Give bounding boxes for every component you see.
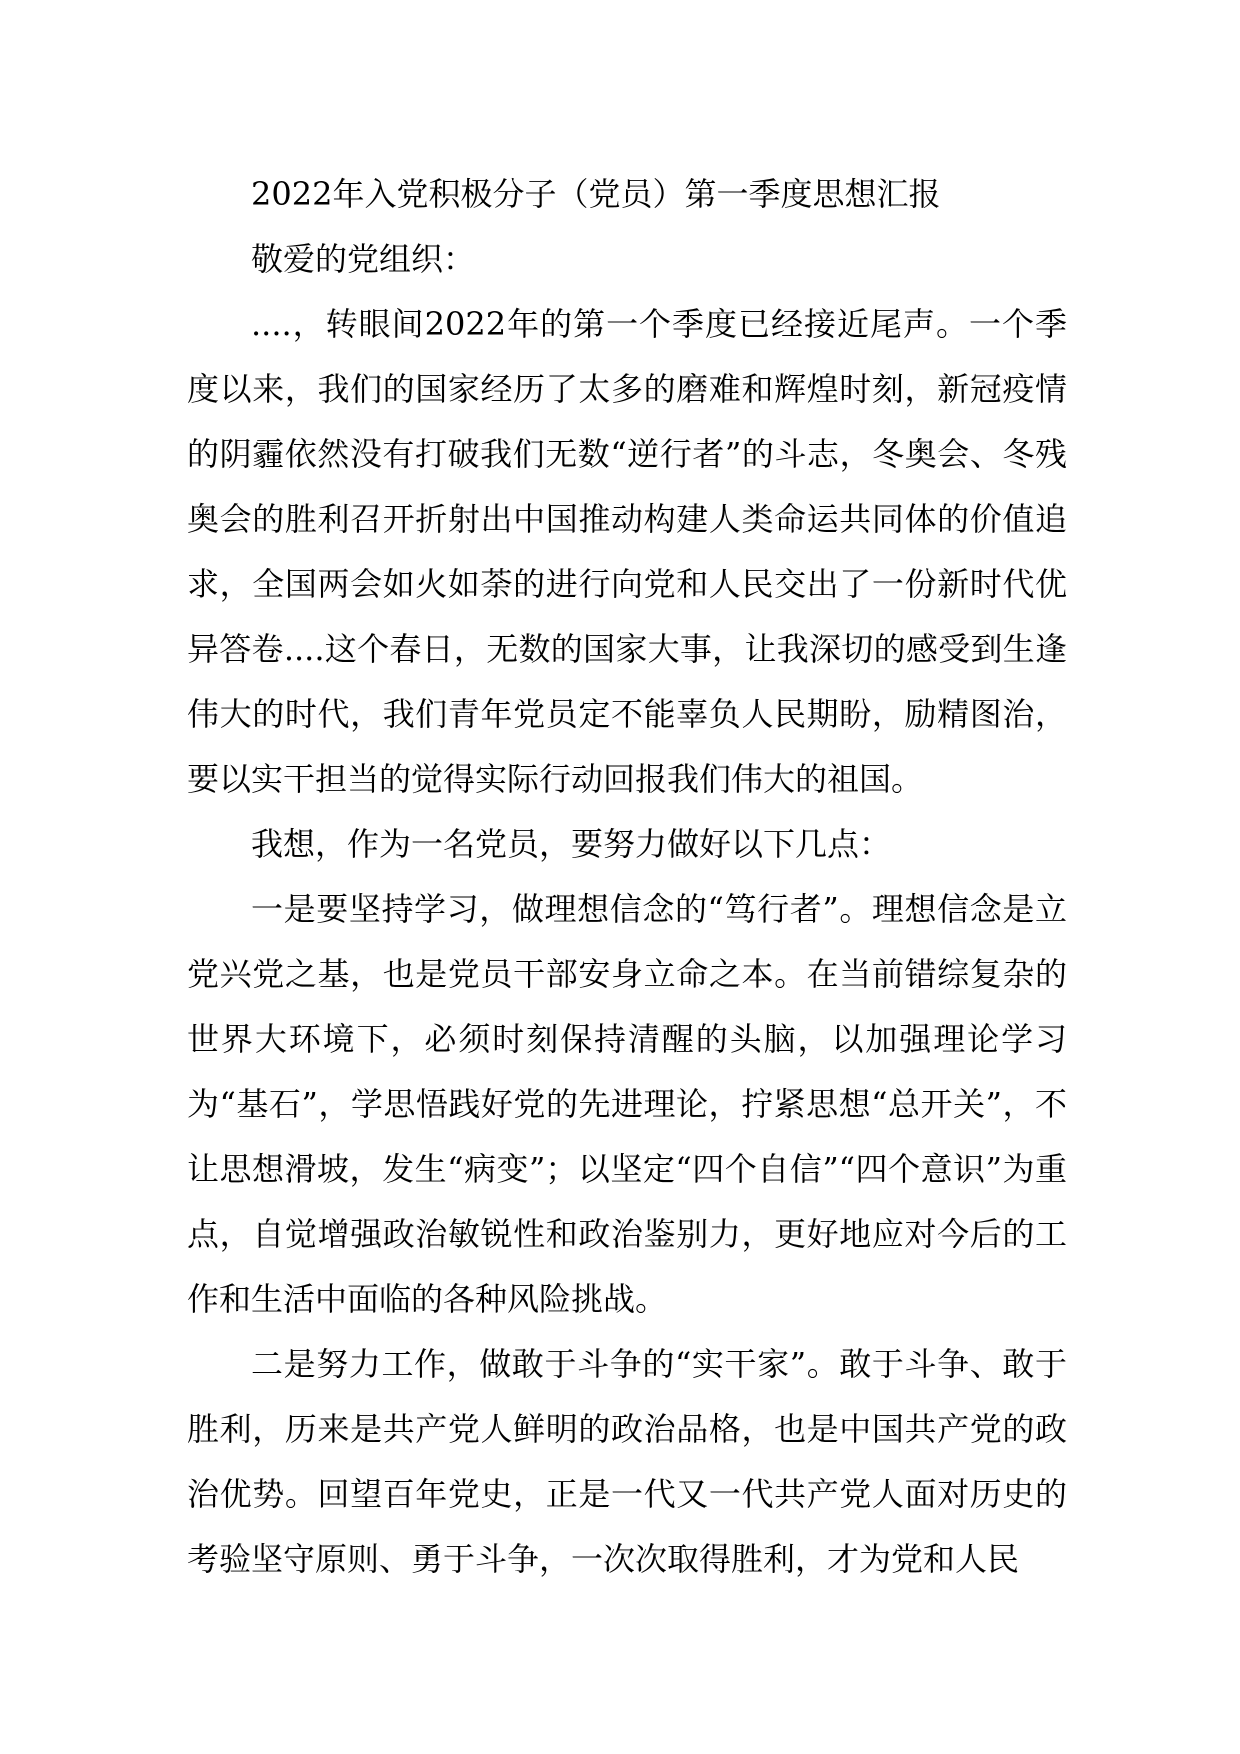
paragraph-intro: ....，转眼间2022年的第一个季度已经接近尾声。一个季度以来，我们的国家经历了太多的磨难和辉煌时刻，新冠疫情的阴霾依然没有打破我们无数“逆行者”的斗志，冬奥会、冬残奥会的胜利召开折射出中国推动构建人类命运共同体的价值追求，全国两会如火如荼的进行向党和人民交出了一份新时代优异答卷....这个春日，无数的国家大事，让我深切的感受到生逢伟大的时代，我们青年党员定不能辜负人民期盼，励精图治，要以实干担当的觉得实际行动回报我们伟大的祖国。 bbox=[187, 305, 1067, 798]
paragraph-point-two: 二是努力工作，做敢于斗争的“实干家”。敢于斗争、敢于胜利，历来是共产党人鲜明的政治品格，也是中国共产党的政治优势。回望百年党史，正是一代又一代共产党人面对历史的考验坚守原则、勇于斗争，一次次取得胜利，才为党和人民 bbox=[187, 1345, 1067, 1578]
paragraph-points-lead: 我想，作为一名党员，要努力做好以下几点： bbox=[251, 825, 892, 863]
salutation: 敬爱的党组织： bbox=[251, 240, 476, 278]
document-title: 2022年入党积极分子（党员）第一季度思想汇报 bbox=[251, 175, 941, 213]
document-body bbox=[187, 162, 1067, 1592]
paragraph-point-one: 一是要坚持学习，做理想信念的“笃行者”。理想信念是立党兴党之基，也是党员干部安身立命之本。在当前错综复杂的世界大环境下，必须时刻保持清醒的头脑，以加强理论学习为“基石”，学思悟践好党的先进理论，拧紧思想“总开关”，不让思想滑坡，发生“病变”；以坚定“四个自信”“四个意识”为重点，自觉增强政治敏锐性和政治鉴别力，更好地应对今后的工作和生活中面临的各种风险挑战。 bbox=[187, 890, 1067, 1318]
